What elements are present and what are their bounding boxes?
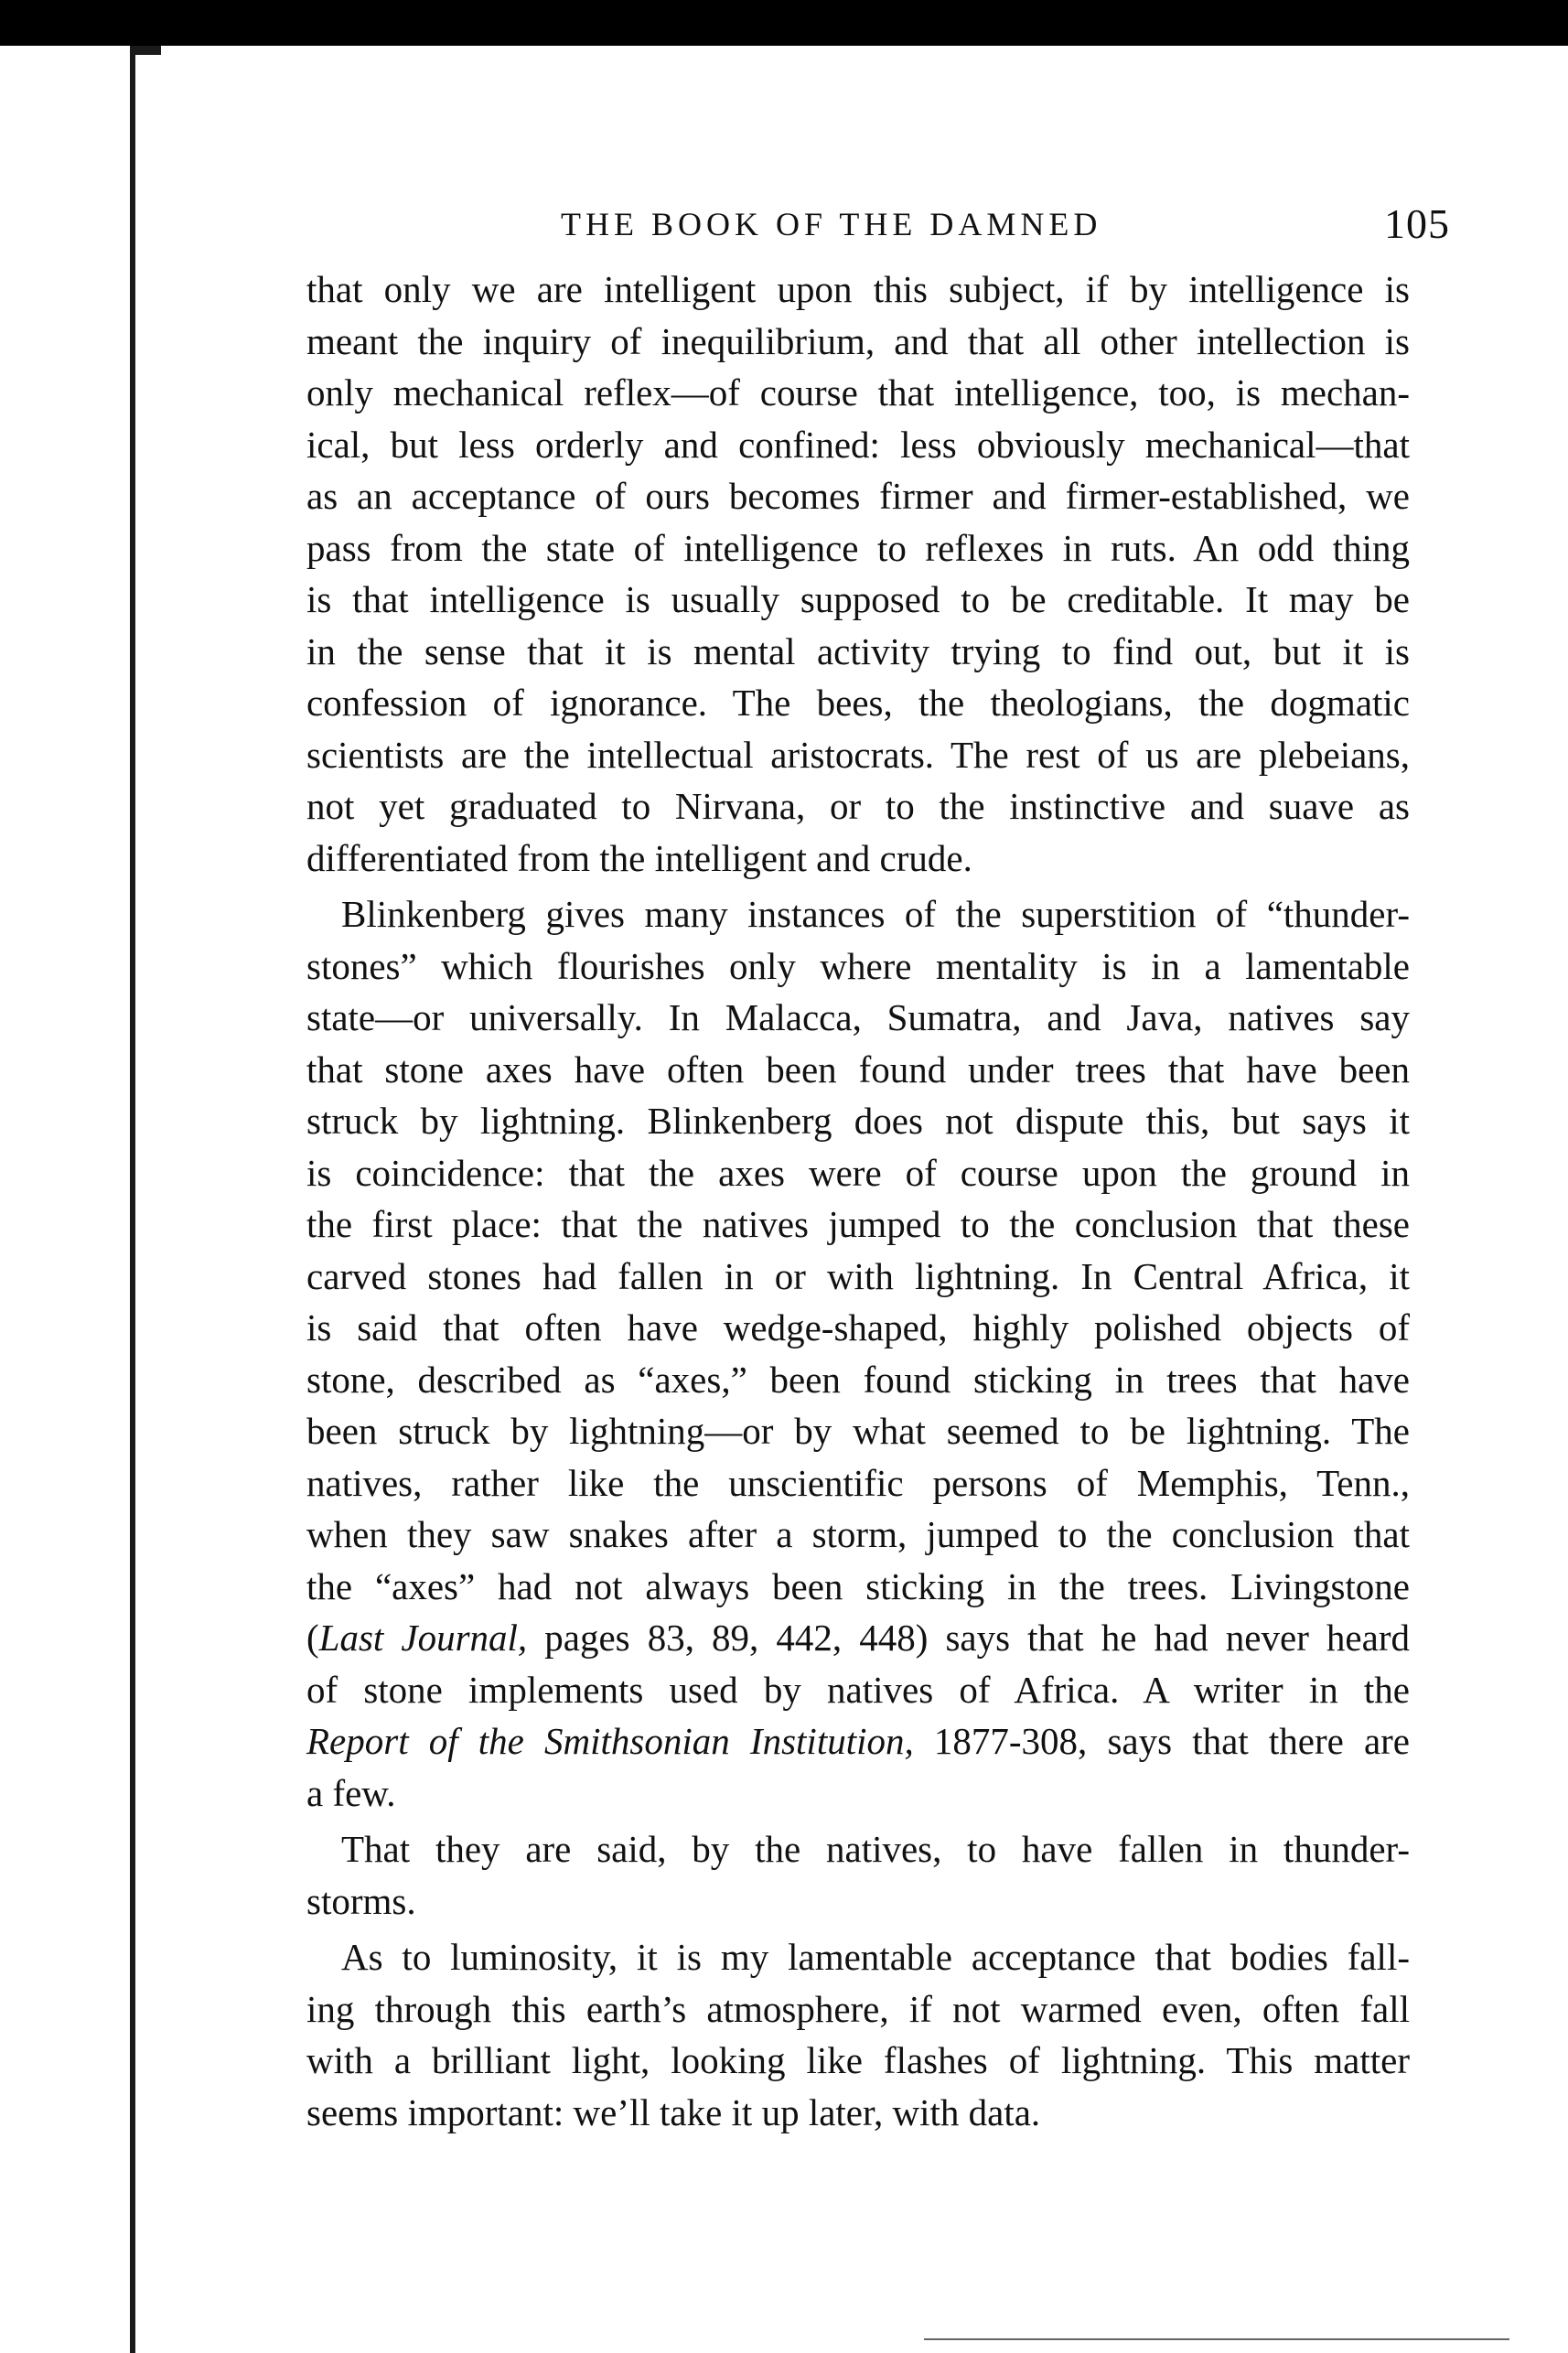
scan-left-edge [130,46,135,2353]
text-line: That they are said, by the natives, to have fallen in thunder- [341,1828,1410,1870]
text-line: stone, described as “axes,” been found sticking in trees that have [306,1358,1410,1401]
text-line: storms. [306,1879,416,1922]
text-line: a few. [306,1771,396,1814]
running-head [306,199,1450,254]
text-line: that stone axes have often been found under trees that have been [306,1048,1410,1091]
text-line: is coincidence: that the axes were of course upon the ground in [306,1151,1410,1194]
text-line: the first place: that the natives jumped to the conclusion that these [306,1203,1410,1245]
italic-title-last-journal: Last Journal, [318,1617,528,1659]
text-line: Blinkenberg gives many instances of the superstition of “thunder- [341,893,1410,935]
scan-top-border [0,0,1568,46]
text-line: seems important: we’ll take it up later, with data. [306,2090,1041,2133]
italic-title-smithsonian-report: Report of the Smithsonian Institution, [306,1720,914,1762]
text-line-with-italic-citation [306,1612,1410,1664]
citation-pages: pages 83, 89, 442, 448) says that he had never heard [527,1617,1410,1659]
text-line: As to luminosity, it is my lamentable acceptance that bodies fall- [341,1936,1410,1978]
text-line: as an acceptance of ours becomes firmer and firmer-established, we [306,475,1410,517]
text-line: is that intelligence is usually supposed to be creditable. It may be [306,578,1410,620]
text-line: state—or universally. In Malacca, Sumatra, and Java, natives say [306,996,1410,1038]
text-line: ing through this earth’s atmosphere, if not warmed even, often fall [306,1987,1410,2030]
paragraph-1 [306,263,1410,884]
text-line: differentiated from the intelligent and crude. [306,836,972,879]
text-line: with a brilliant light, looking like flashes of lightning. This matter [306,2039,1410,2081]
scan-left-edge-notch [135,46,161,55]
text-line: the “axes” had not always been sticking in the trees. Livingstone [306,1564,1410,1607]
open-parenthesis: ( [306,1617,319,1659]
scan-bottom-rule [924,2338,1509,2340]
text-line: pass from the state of intelligence to reflexes in ruts. An odd thing [306,526,1410,569]
text-line: scientists are the intellectual aristocrats. The rest of us are plebeians, [306,733,1410,776]
paragraph-4 [306,1931,1410,2138]
text-line: stones” which flourishes only where mentality is in a lamentable [306,944,1410,987]
citation-remainder: 1877-308, says that there are [913,1720,1411,1762]
text-line: of stone implements used by natives of Africa. A writer in the [306,1668,1410,1711]
body-text [306,263,1410,2138]
text-line: meant the inquiry of inequilibrium, and that all other intellection is [306,319,1410,362]
text-line: struck by lightning. Blinkenberg does not dispute this, but says it [306,1100,1410,1142]
paragraph-2 [306,888,1410,1819]
text-line: only mechanical reflex—of course that intelligence, too, is mechan- [306,371,1410,414]
text-line: natives, rather like the unscientific persons of Memphis, Tenn., [306,1461,1410,1504]
text-line-with-italic-citation [306,1715,1410,1767]
text-line: ical, but less orderly and confined: less obviously mechanical—that [306,423,1410,466]
text-line: carved stones had fallen in or with lightning. In Central Africa, it [306,1254,1410,1297]
text-line: not yet graduated to Nirvana, or to the instinctive and suave as [306,785,1410,827]
text-line: is said that often have wedge-shaped, highly polished objects of [306,1306,1410,1348]
page-number: 105 [1384,200,1450,247]
paragraph-3 [306,1823,1410,1927]
text-line: that only we are intelligent upon this subject, if by intelligence is [306,268,1410,310]
text-line: when they saw snakes after a storm, jumped to the conclusion that [306,1513,1410,1555]
running-title: THE BOOK OF THE DAMNED [561,206,1102,242]
text-line: confession of ignorance. The bees, the theologians, the dogmatic [306,682,1410,724]
text-line: in the sense that it is mental activity trying to find out, but it is [306,629,1410,672]
text-line: been struck by lightning—or by what seemed to be lightning. The [306,1410,1410,1452]
